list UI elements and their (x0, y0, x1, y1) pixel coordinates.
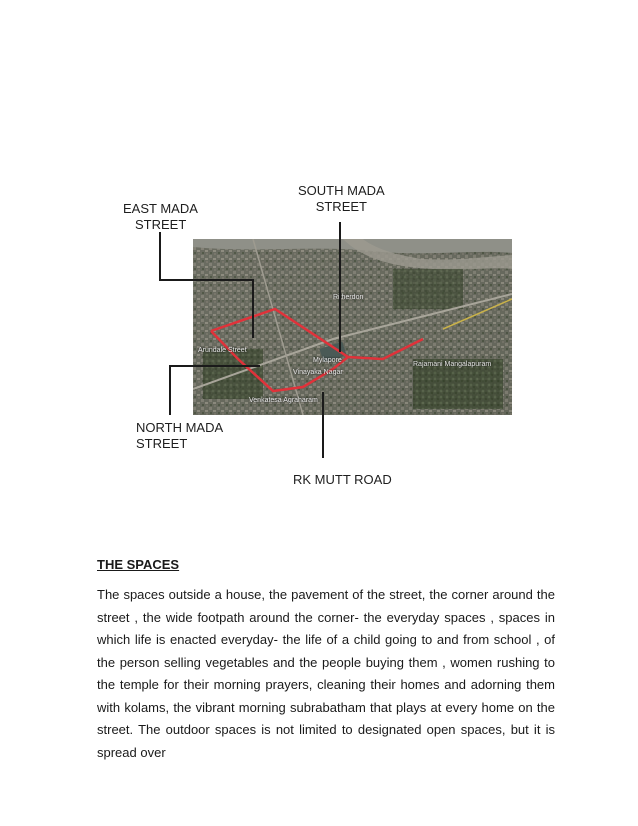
map-label-arundale-street: Arundale Street (198, 347, 247, 354)
callout-south-line2: STREET (315, 199, 367, 214)
callout-east-line1: EAST MADA (123, 201, 198, 216)
callout-south-line1: SOUTH MADA (298, 183, 385, 198)
section-body-paragraph: The spaces outside a house, the pavement of the street, the corner around the street , the wide footpath around the corner- the everyday spaces , spaces in which life is enacted everyday- the life of a child going to and from school , of the person selling vegetables and the people buying them , women rushing to the temple for their morning prayers, cleaning their homes and adorning them with kolams, the vibrant morning subrabatham that plays at every home on the street. The outdoor spaces is not limited to designated open spaces, but it is spread over (97, 587, 555, 760)
callout-south-mada-street (298, 183, 385, 215)
map-label-mylapore: Mylapore (313, 357, 342, 364)
callout-north-line2: STREET (136, 436, 188, 451)
section-heading: THE SPACES (97, 557, 180, 572)
callout-rk-mutt-road: RK MUTT ROAD (293, 472, 392, 487)
callout-north-line1: NORTH MADA (136, 420, 224, 435)
leader-line-north-mada (170, 366, 260, 415)
map-label-vinayaka-nagar: Vinayaka Nagar (293, 369, 343, 376)
leader-line-east-mada (160, 232, 253, 338)
callout-east-line2: STREET (135, 217, 187, 232)
callout-east-mada-street (123, 201, 198, 233)
callout-north-mada-street (136, 420, 223, 452)
map-label-venkatesa-agraharam: Venkatesa Agraharam (249, 397, 318, 404)
map-label-ritherdon: Ritherdon (333, 294, 364, 301)
map-label-mangalapuram: Rajamani Mangalapuram (413, 361, 492, 368)
